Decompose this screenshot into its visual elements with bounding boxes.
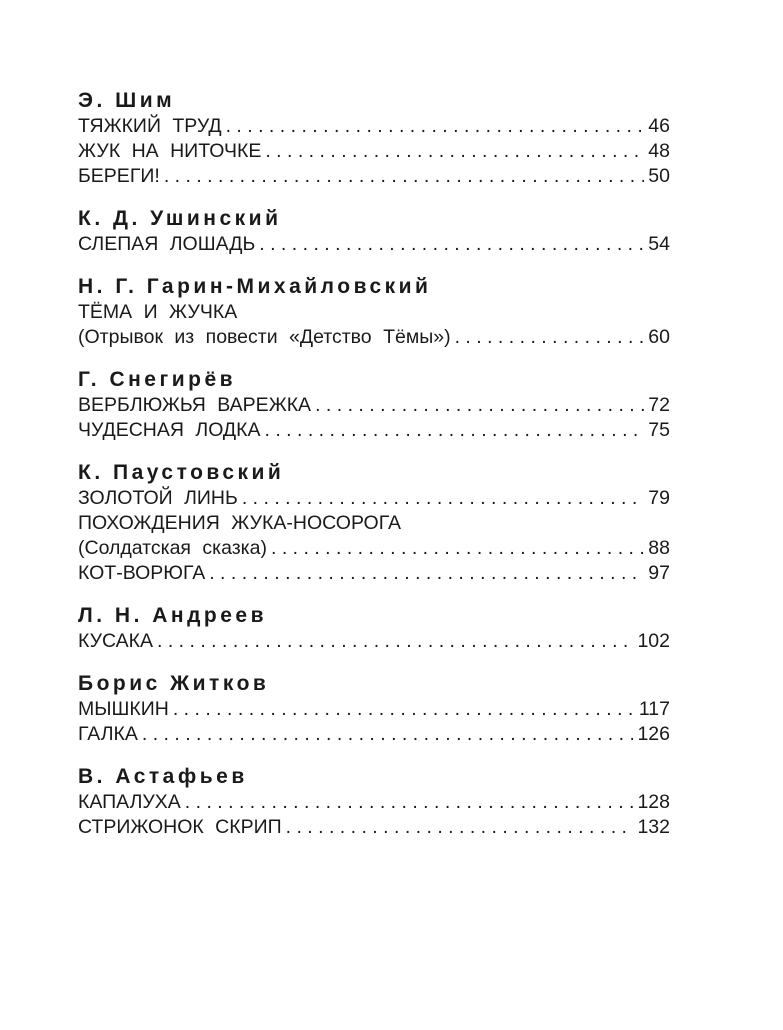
dot-leader bbox=[271, 536, 644, 561]
toc-entry[interactable] bbox=[78, 139, 670, 164]
toc-entry[interactable] bbox=[78, 790, 670, 815]
toc-entry[interactable] bbox=[78, 722, 670, 747]
toc-section bbox=[78, 206, 670, 257]
story-title: ЧУДЕСНАЯ ЛОДКА bbox=[78, 419, 261, 441]
story-title: ВЕРБЛЮЖЬЯ ВАРЕЖКА bbox=[78, 394, 312, 416]
dot-leader bbox=[242, 486, 644, 511]
story-title: ТЯЖКИЙ ТРУД bbox=[78, 115, 222, 137]
story-title: СТРИЖОНОК СКРИП bbox=[78, 816, 282, 838]
toc-entry[interactable] bbox=[78, 325, 670, 350]
page-number: 126 bbox=[637, 723, 670, 745]
author-name: В. Астафьев bbox=[78, 765, 248, 788]
story-title: МЫШКИН bbox=[78, 698, 169, 720]
page-number: 128 bbox=[637, 791, 670, 813]
author-name: Г. Снегирёв bbox=[78, 368, 237, 391]
story-title: ГАЛКА bbox=[78, 723, 138, 745]
toc-section bbox=[78, 603, 670, 654]
toc-entry[interactable] bbox=[78, 232, 670, 257]
story-title: (Отрывок из повести «Детство Тёмы») bbox=[78, 326, 451, 348]
toc-entry[interactable] bbox=[78, 114, 670, 139]
author-name: К. Паустовский bbox=[78, 461, 285, 484]
toc-section bbox=[78, 274, 670, 350]
story-title: СЛЕПАЯ ЛОШАДЬ bbox=[78, 233, 256, 255]
story-title: КОТ-ВОРЮГА bbox=[78, 562, 206, 584]
dot-leader bbox=[142, 722, 634, 747]
toc-entry[interactable] bbox=[78, 486, 670, 511]
dot-leader bbox=[455, 325, 645, 350]
toc-section bbox=[78, 367, 670, 443]
dot-leader bbox=[157, 629, 633, 654]
page-number: 72 bbox=[648, 394, 670, 416]
dot-leader bbox=[265, 139, 644, 164]
page-number: 97 bbox=[648, 562, 670, 584]
toc-entry[interactable] bbox=[78, 418, 670, 443]
toc-section bbox=[78, 460, 670, 586]
story-title: (Солдатская сказка) bbox=[78, 537, 267, 559]
story-title: ЗОЛОТОЙ ЛИНЬ bbox=[78, 487, 238, 509]
table-of-contents bbox=[78, 88, 670, 857]
story-title-line: ПОХОЖДЕНИЯ ЖУКА-НОСОРОГА bbox=[78, 512, 401, 534]
story-title: ЖУК НА НИТОЧКЕ bbox=[78, 140, 262, 162]
story-title: КАПАЛУХА bbox=[78, 791, 181, 813]
page-number: 46 bbox=[648, 115, 670, 137]
toc-entry[interactable] bbox=[78, 815, 670, 840]
toc-entry[interactable] bbox=[78, 561, 670, 586]
author-name: Э. Шим bbox=[78, 89, 176, 112]
story-title: БЕРЕГИ! bbox=[78, 165, 160, 187]
author-name: Л. Н. Андреев bbox=[78, 604, 268, 627]
author-name: К. Д. Ушинский bbox=[78, 207, 282, 230]
toc-entry[interactable] bbox=[78, 536, 670, 561]
toc-section bbox=[78, 764, 670, 840]
page-number: 50 bbox=[648, 165, 670, 187]
page-number: 88 bbox=[648, 537, 670, 559]
toc-entry[interactable] bbox=[78, 393, 670, 418]
dot-leader bbox=[265, 418, 645, 443]
toc-entry[interactable] bbox=[78, 697, 670, 722]
author-name: Н. Г. Гарин-Михайловский bbox=[78, 275, 432, 298]
toc-entry[interactable] bbox=[78, 629, 670, 654]
story-title: КУСАКА bbox=[78, 630, 153, 652]
page-number: 102 bbox=[637, 630, 670, 652]
dot-leader bbox=[315, 393, 644, 418]
page-number: 117 bbox=[638, 698, 670, 720]
dot-leader bbox=[164, 164, 644, 189]
dot-leader bbox=[173, 697, 635, 722]
page-number: 48 bbox=[648, 140, 670, 162]
page-number: 132 bbox=[637, 816, 670, 838]
dot-leader bbox=[185, 790, 634, 815]
dot-leader bbox=[259, 232, 644, 257]
dot-leader bbox=[286, 815, 634, 840]
toc-section bbox=[78, 88, 670, 189]
page-number: 60 bbox=[648, 326, 670, 348]
toc-entry[interactable] bbox=[78, 164, 670, 189]
page-number: 54 bbox=[648, 233, 670, 255]
page-number: 79 bbox=[648, 487, 670, 509]
author-name: Борис Житков bbox=[78, 672, 270, 695]
dot-leader bbox=[226, 114, 645, 139]
dot-leader bbox=[209, 561, 644, 586]
toc-section bbox=[78, 671, 670, 747]
page-number: 75 bbox=[648, 419, 670, 441]
story-title-line: ТЁМА И ЖУЧКА bbox=[78, 301, 238, 323]
